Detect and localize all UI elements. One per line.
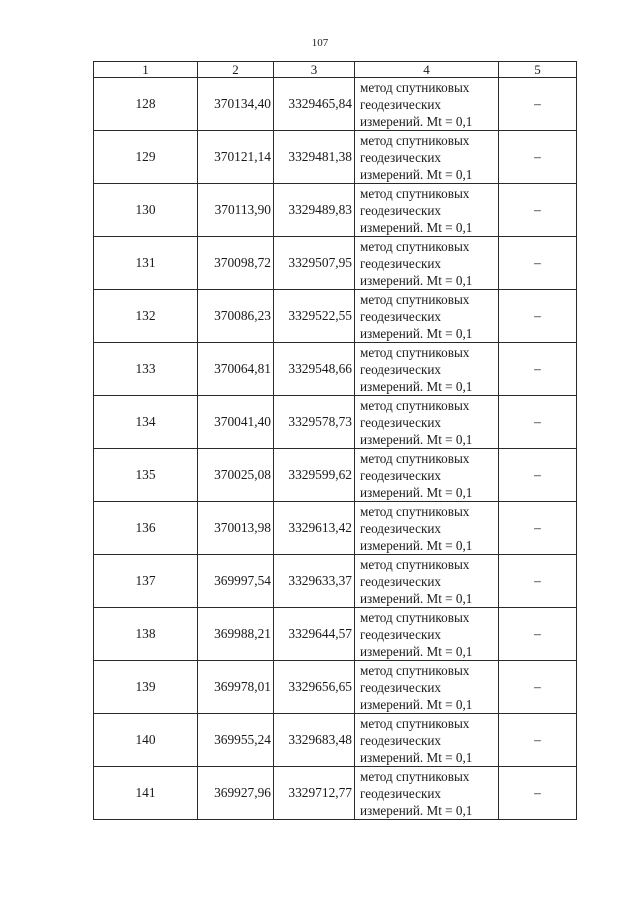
y-coordinate-cell: 3329489,83 xyxy=(274,184,355,237)
coordinates-table xyxy=(93,61,577,820)
x-coordinate-cell: 369955,24 xyxy=(198,714,274,767)
table-row xyxy=(94,714,577,767)
y-coordinate-cell: 3329712,77 xyxy=(274,767,355,820)
point-number-cell: 133 xyxy=(94,343,198,396)
note-cell: – xyxy=(499,449,577,502)
method-cell: метод спутниковых геодезических измерений. Mt = 0,1 xyxy=(355,343,499,396)
note-cell: – xyxy=(499,396,577,449)
note-cell: – xyxy=(499,555,577,608)
x-coordinate-cell: 369978,01 xyxy=(198,661,274,714)
table-body xyxy=(94,78,577,820)
point-number-cell: 132 xyxy=(94,290,198,343)
note-cell: – xyxy=(499,608,577,661)
point-number-cell: 139 xyxy=(94,661,198,714)
method-cell: метод спутниковых геодезических измерений. Mt = 0,1 xyxy=(355,714,499,767)
x-coordinate-cell: 370064,81 xyxy=(198,343,274,396)
x-coordinate-cell: 370113,90 xyxy=(198,184,274,237)
method-cell: метод спутниковых геодезических измерений. Mt = 0,1 xyxy=(355,184,499,237)
method-cell: метод спутниковых геодезических измерений. Mt = 0,1 xyxy=(355,290,499,343)
note-cell: – xyxy=(499,661,577,714)
point-number-cell: 134 xyxy=(94,396,198,449)
y-coordinate-cell: 3329644,57 xyxy=(274,608,355,661)
table-row xyxy=(94,237,577,290)
note-cell: – xyxy=(499,343,577,396)
point-number-cell: 141 xyxy=(94,767,198,820)
point-number-cell: 136 xyxy=(94,502,198,555)
table-row xyxy=(94,78,577,131)
note-cell: – xyxy=(499,290,577,343)
method-cell: метод спутниковых геодезических измерений. Mt = 0,1 xyxy=(355,767,499,820)
note-cell: – xyxy=(499,78,577,131)
note-cell: – xyxy=(499,502,577,555)
table-row xyxy=(94,767,577,820)
x-coordinate-cell: 370134,40 xyxy=(198,78,274,131)
method-cell: метод спутниковых геодезических измерений. Mt = 0,1 xyxy=(355,555,499,608)
x-coordinate-cell: 370041,40 xyxy=(198,396,274,449)
y-coordinate-cell: 3329613,42 xyxy=(274,502,355,555)
point-number-cell: 138 xyxy=(94,608,198,661)
point-number-cell: 140 xyxy=(94,714,198,767)
y-coordinate-cell: 3329683,48 xyxy=(274,714,355,767)
header-col-5: 5 xyxy=(499,62,577,78)
page-number: 107 xyxy=(311,37,329,49)
note-cell: – xyxy=(499,131,577,184)
y-coordinate-cell: 3329578,73 xyxy=(274,396,355,449)
note-cell: – xyxy=(499,237,577,290)
y-coordinate-cell: 3329522,55 xyxy=(274,290,355,343)
x-coordinate-cell: 370086,23 xyxy=(198,290,274,343)
method-cell: метод спутниковых геодезических измерений. Mt = 0,1 xyxy=(355,502,499,555)
table-row xyxy=(94,184,577,237)
method-cell: метод спутниковых геодезических измерений. Mt = 0,1 xyxy=(355,78,499,131)
point-number-cell: 135 xyxy=(94,449,198,502)
note-cell: – xyxy=(499,767,577,820)
point-number-cell: 129 xyxy=(94,131,198,184)
table-row xyxy=(94,290,577,343)
table-row xyxy=(94,131,577,184)
method-cell: метод спутниковых геодезических измерений. Mt = 0,1 xyxy=(355,131,499,184)
x-coordinate-cell: 369927,96 xyxy=(198,767,274,820)
y-coordinate-cell: 3329656,65 xyxy=(274,661,355,714)
table-row xyxy=(94,396,577,449)
x-coordinate-cell: 369997,54 xyxy=(198,555,274,608)
note-cell: – xyxy=(499,714,577,767)
table-row xyxy=(94,608,577,661)
table-row xyxy=(94,502,577,555)
method-cell: метод спутниковых геодезических измерений. Mt = 0,1 xyxy=(355,237,499,290)
y-coordinate-cell: 3329507,95 xyxy=(274,237,355,290)
table-row xyxy=(94,343,577,396)
header-col-2: 2 xyxy=(198,62,274,78)
table-header xyxy=(94,62,577,78)
table-row xyxy=(94,449,577,502)
header-col-4: 4 xyxy=(355,62,499,78)
table-row xyxy=(94,555,577,608)
method-cell: метод спутниковых геодезических измерений. Mt = 0,1 xyxy=(355,661,499,714)
point-number-cell: 137 xyxy=(94,555,198,608)
point-number-cell: 128 xyxy=(94,78,198,131)
table-row xyxy=(94,661,577,714)
point-number-cell: 130 xyxy=(94,184,198,237)
y-coordinate-cell: 3329599,62 xyxy=(274,449,355,502)
note-cell: – xyxy=(499,184,577,237)
x-coordinate-cell: 370025,08 xyxy=(198,449,274,502)
header-col-1: 1 xyxy=(94,62,198,78)
x-coordinate-cell: 370121,14 xyxy=(198,131,274,184)
point-number-cell: 131 xyxy=(94,237,198,290)
y-coordinate-cell: 3329481,38 xyxy=(274,131,355,184)
header-col-3: 3 xyxy=(274,62,355,78)
x-coordinate-cell: 370013,98 xyxy=(198,502,274,555)
y-coordinate-cell: 3329633,37 xyxy=(274,555,355,608)
y-coordinate-cell: 3329465,84 xyxy=(274,78,355,131)
header-row xyxy=(94,62,577,78)
method-cell: метод спутниковых геодезических измерений. Mt = 0,1 xyxy=(355,449,499,502)
x-coordinate-cell: 370098,72 xyxy=(198,237,274,290)
y-coordinate-cell: 3329548,66 xyxy=(274,343,355,396)
x-coordinate-cell: 369988,21 xyxy=(198,608,274,661)
method-cell: метод спутниковых геодезических измерений. Mt = 0,1 xyxy=(355,396,499,449)
method-cell: метод спутниковых геодезических измерений. Mt = 0,1 xyxy=(355,608,499,661)
